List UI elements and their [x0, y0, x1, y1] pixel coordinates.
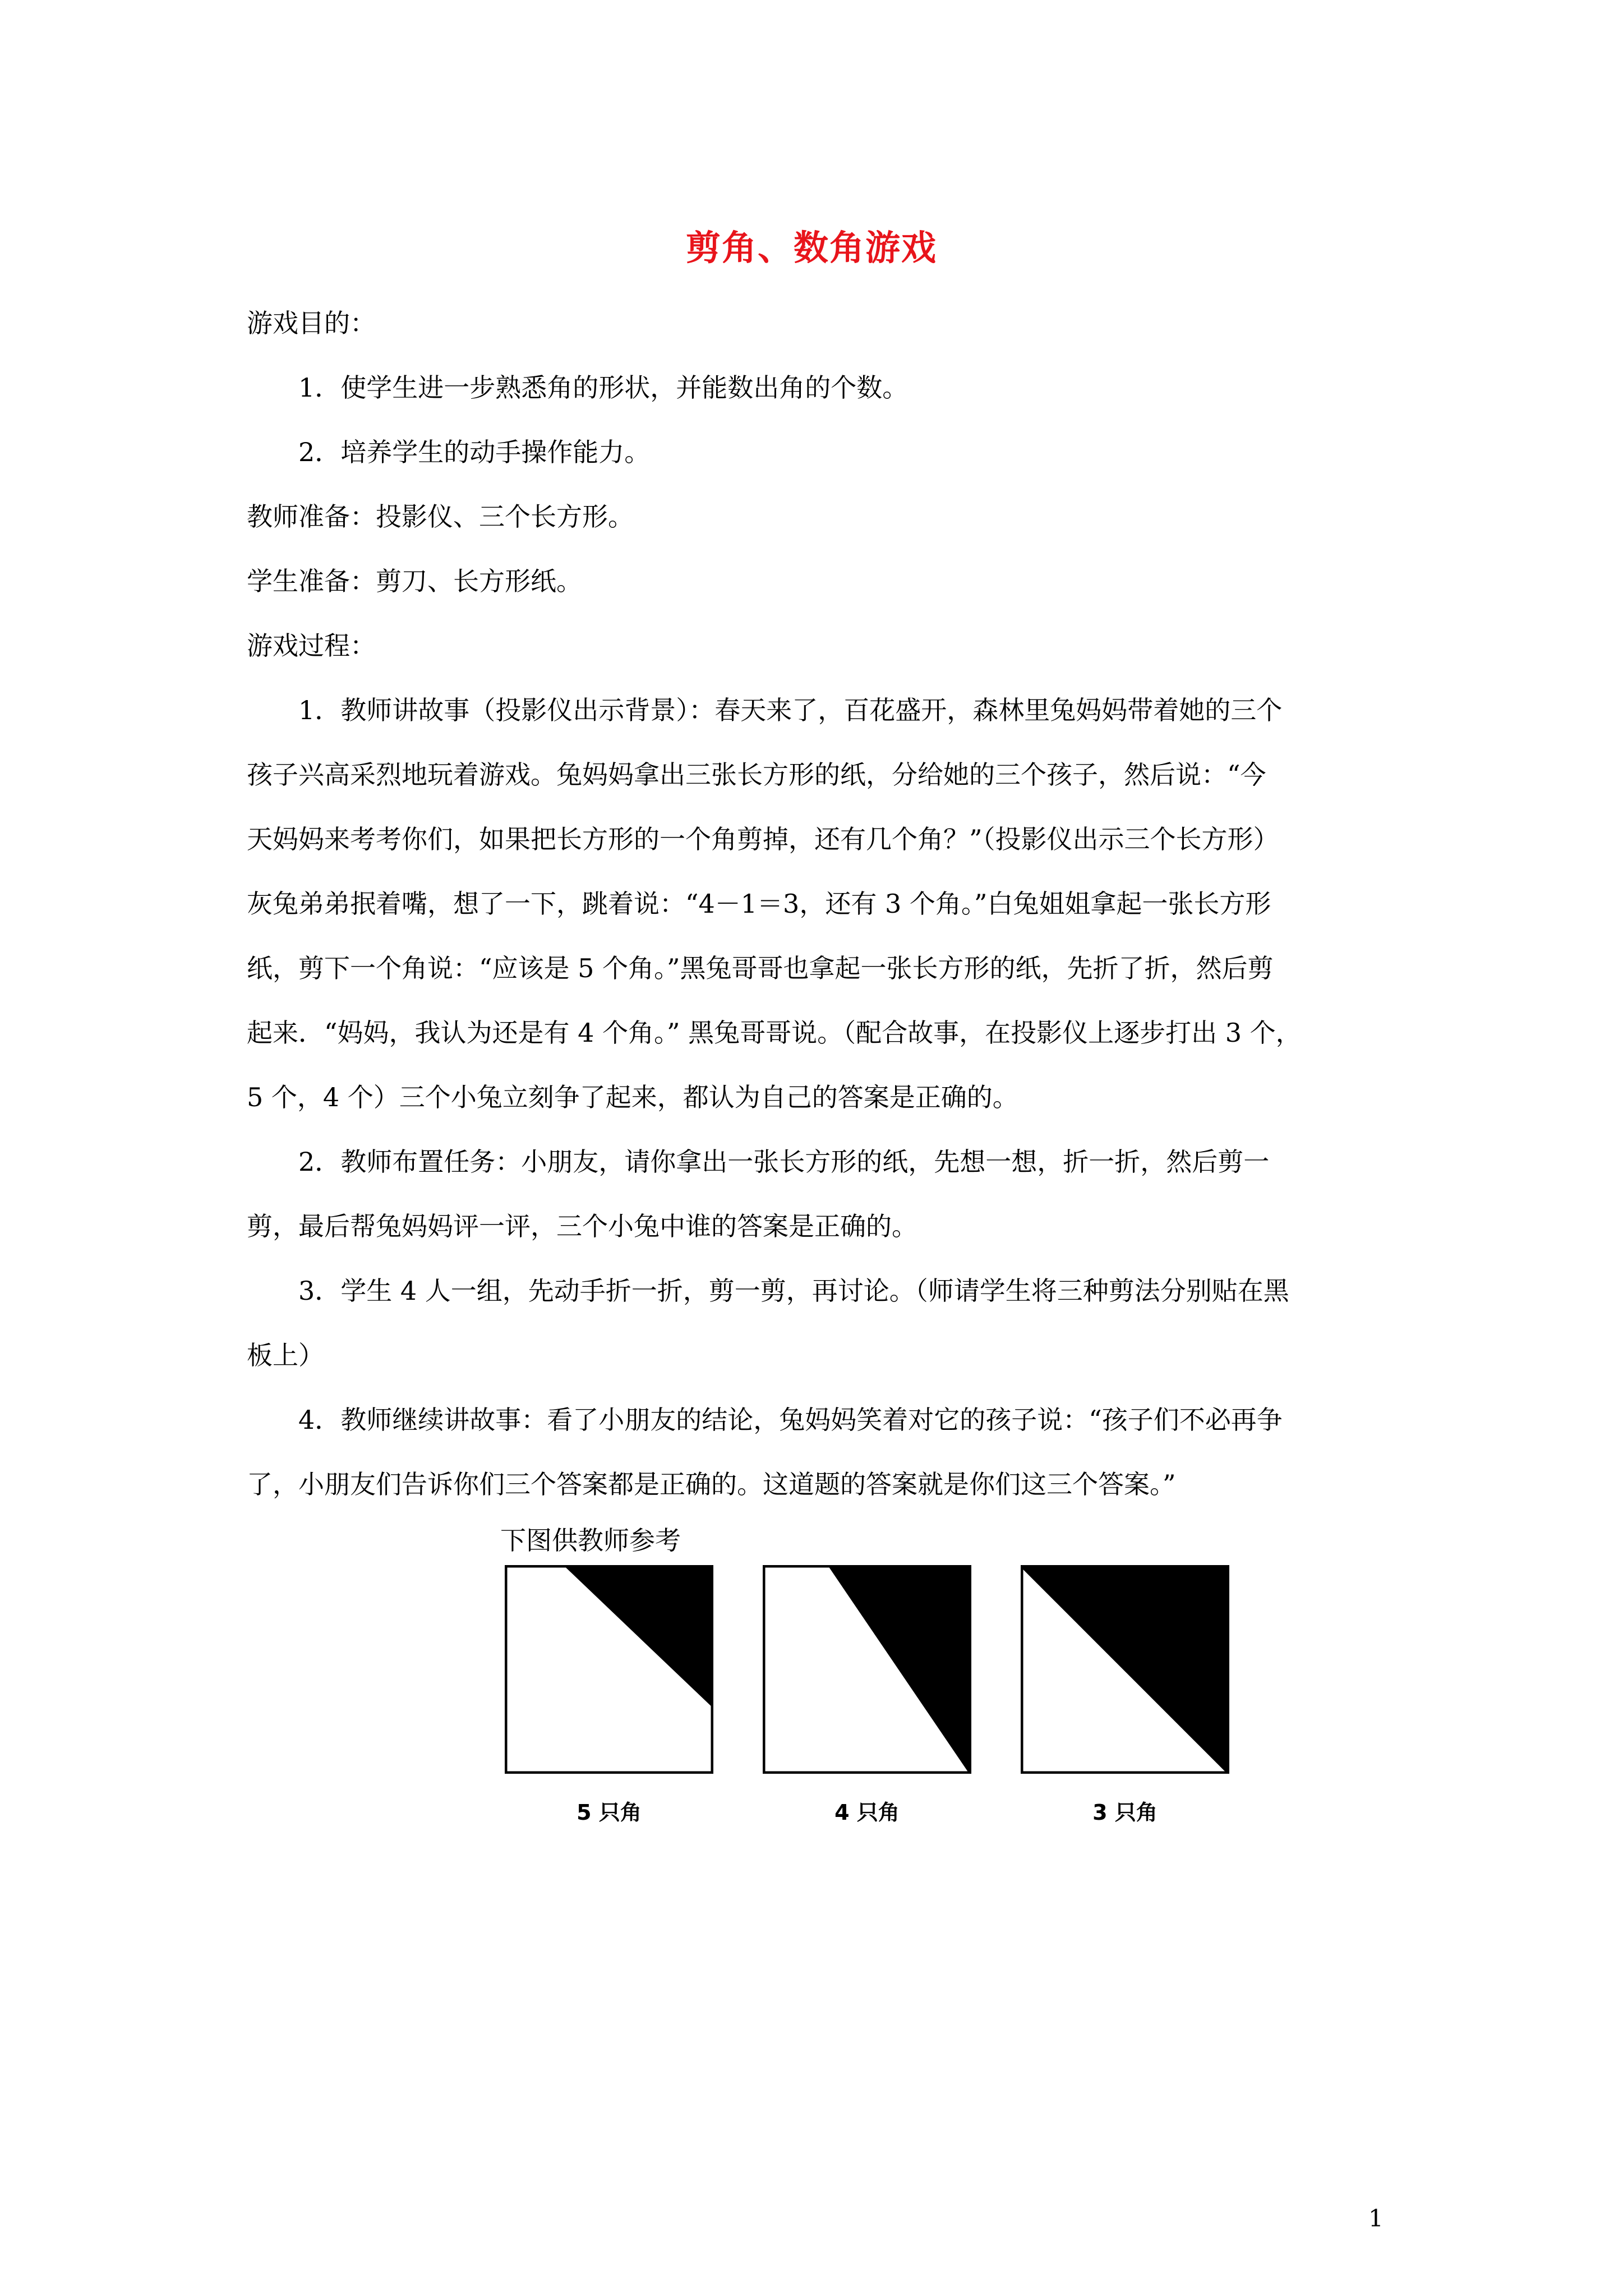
student-prep: 学生准备：剪刀、长方形纸。 — [247, 566, 582, 596]
step1-line: 孩子兴高采烈地玩着游戏。兔妈妈拿出三张长方形的纸，分给她的三个孩子，然后说：“今 — [247, 760, 1266, 790]
figure-label-three: 3 只角 — [1092, 1800, 1158, 1825]
step2-line: 2．教师布置任务：小朋友，请你拿出一张长方形的纸，先想一想，折一折，然后剪一 — [298, 1147, 1270, 1177]
page-number: 1 — [1368, 2205, 1384, 2232]
figure-label-five: 5 只角 — [577, 1800, 642, 1825]
goal-heading: 游戏目的： — [247, 308, 376, 338]
goal-item-1: 1．使学生进一步熟悉角的形状，并能数出角的个数。 — [298, 372, 909, 403]
page-title: 剪角、数角游戏 — [685, 227, 937, 268]
step4-line: 4．教师继续讲故事：看了小朋友的结论，兔妈妈笑着对它的孩子说：“孩子们不必再争 — [298, 1405, 1283, 1435]
step4-line: 了，小朋友们告诉你们三个答案都是正确的。这道题的答案就是你们这三个答案。” — [247, 1469, 1176, 1499]
goal-item-2: 2．培养学生的动手操作能力。 — [298, 437, 651, 467]
figure-square-three-angles — [1021, 1565, 1229, 1774]
figure-square-five-angles — [505, 1565, 713, 1774]
step1-line: 天妈妈来考考你们，如果把长方形的一个角剪掉，还有几个角？”（投影仪出示三个长方形） — [247, 824, 1279, 854]
step2-line: 剪，最后帮兔妈妈评一评，三个小兔中谁的答案是正确的。 — [247, 1211, 917, 1241]
step1-line: 1．教师讲故事（投影仪出示背景）：春天来了，百花盛开，森林里兔妈妈带着她的三个 — [298, 695, 1283, 725]
step1-line: 灰兔弟弟抿着嘴，想了一下，跳着说：“4－1＝3，还有 3 个角。”白兔姐姐拿起一张长方形 — [247, 889, 1271, 919]
figure-caption: 下图供教师参考 — [500, 1525, 681, 1556]
step3-line: 板上） — [247, 1340, 324, 1370]
figure-label-four: 4 只角 — [834, 1800, 900, 1825]
step1-line: 起来．“妈妈，我认为还是有 4 个角。” 黑兔哥哥说。（配合故事，在投影仪上逐步打出 3 个， — [247, 1018, 1302, 1048]
step3-line: 3．学生 4 人一组，先动手折一折，剪一剪，再讨论。（师请学生将三种剪法分别贴在黑 — [298, 1276, 1289, 1306]
teacher-prep: 教师准备：投影仪、三个长方形。 — [247, 501, 634, 532]
process-heading: 游戏过程： — [247, 631, 376, 661]
figure-square-four-angles — [763, 1565, 971, 1774]
step1-line: 5 个，4 个）三个小兔立刻争了起来，都认为自己的答案是正确的。 — [247, 1082, 1018, 1112]
step1-line: 纸，剪下一个角说：“应该是 5 个角。”黑兔哥哥也拿起一张长方形的纸，先折了折，然后剪 — [247, 953, 1274, 983]
